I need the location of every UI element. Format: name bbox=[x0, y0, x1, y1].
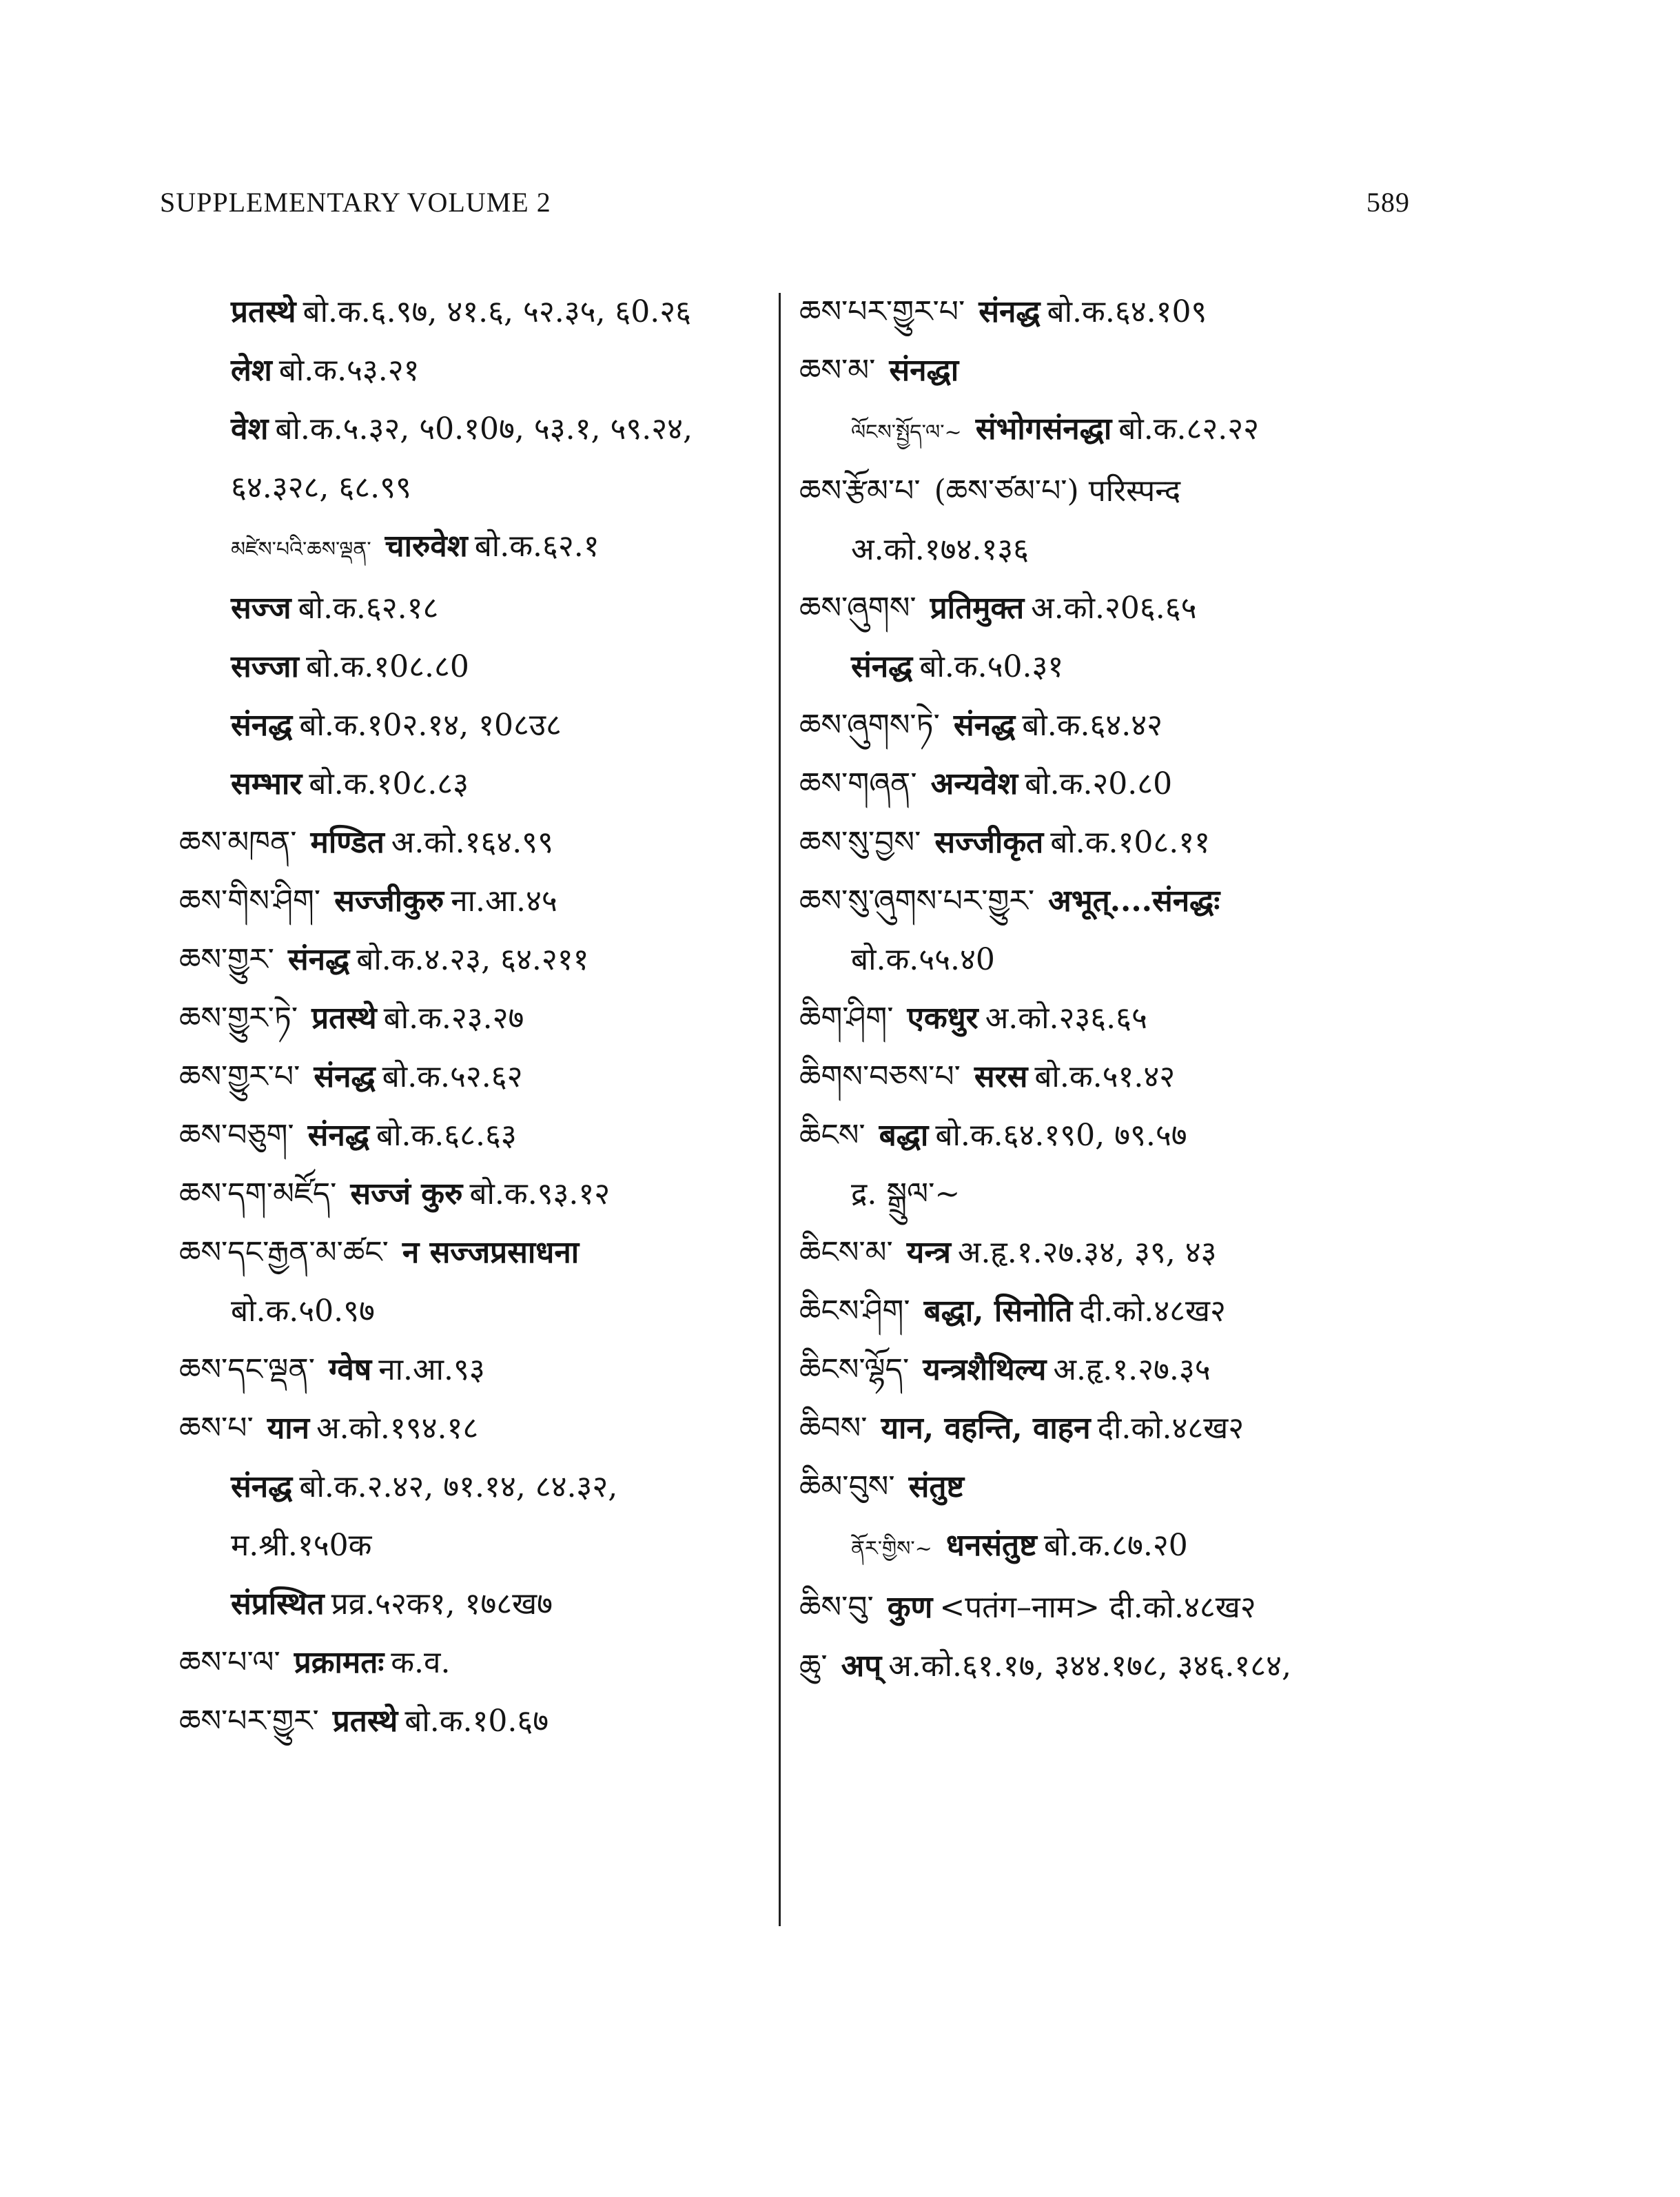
tibetan-headword: ཆས་པར་གྱུར་པ་ bbox=[799, 294, 965, 329]
source-reference: बो.क.१0.६७ bbox=[404, 1704, 549, 1739]
source-reference: क.व. bbox=[391, 1645, 451, 1680]
sanskrit-equivalent: संनद्धा bbox=[889, 353, 959, 388]
tibetan-headword: ཆས་རྩོམ་པ་ bbox=[799, 473, 921, 509]
source-reference: अ.को.६१.१७, ३४४.१७८, ३४६.१८४, bbox=[888, 1648, 1291, 1684]
dictionary-entry bbox=[799, 579, 1420, 637]
tibetan-headword: ཆིག་ཤིག་ bbox=[799, 1001, 894, 1036]
dictionary-entry bbox=[799, 1048, 1420, 1106]
tibetan-headword: ཆས་དང་རྒྱན་མ་ཚང་ bbox=[179, 1235, 389, 1270]
sanskrit-equivalent: प्रतस्थे bbox=[332, 1704, 398, 1739]
source-reference: बो.क.६.९७, ४१.६, ५२.३५, ६0.२६ bbox=[303, 294, 692, 329]
sanskrit-equivalent: ग्वेष bbox=[328, 1352, 372, 1387]
source-reference: अ.हृ.१.२७.३४, ३९, ४३ bbox=[957, 1235, 1217, 1270]
source-reference: बो.क.१0८.८0 bbox=[305, 649, 469, 684]
sanskrit-equivalent: संनद्ध bbox=[979, 294, 1041, 329]
sanskrit-equivalent: न सज्जप्रसाधना bbox=[402, 1235, 580, 1270]
dictionary-entry bbox=[179, 341, 772, 400]
sanskrit-equivalent: सज्ज bbox=[231, 591, 291, 626]
sanskrit-equivalent: यन्त्र bbox=[906, 1235, 951, 1270]
tibetan-headword: ཆས་གྱུར་ bbox=[179, 942, 274, 977]
dictionary-entry bbox=[179, 458, 772, 517]
source-reference: बो.क.५३.२१ bbox=[278, 353, 420, 388]
tibetan-headword: ཆས་ཞུགས་ཏེ་ bbox=[799, 708, 940, 743]
source-reference: बो.क.१0२.१४, १0८उ८ bbox=[299, 708, 562, 743]
source-reference: ६४.३२८, ६८.९९ bbox=[231, 470, 411, 505]
dictionary-entry bbox=[179, 813, 772, 872]
sanskrit-equivalent: सम्भार bbox=[231, 766, 303, 801]
sanskrit-equivalent: संनद्ध bbox=[314, 1059, 376, 1094]
running-title: SUPPLEMENTARY VOLUME 2 bbox=[160, 187, 551, 218]
tibetan-headword: ཆུ་ bbox=[799, 1648, 828, 1684]
sanskrit-equivalent: संनद्ध bbox=[953, 708, 1016, 743]
source-reference: बो.क.६४.१0९ bbox=[1047, 294, 1207, 329]
dictionary-entry bbox=[179, 1633, 772, 1692]
sanskrit-equivalent: प्रतिमुक्त bbox=[930, 591, 1025, 626]
dictionary-entry bbox=[799, 1399, 1420, 1458]
source-reference: बो.क.८२.२२ bbox=[1118, 411, 1260, 447]
tibetan-headword: ཆས་གིས་ཤིག་ bbox=[179, 883, 321, 919]
tibetan-headword: མཛེས་པའི་ཆས་ལྡན་ bbox=[231, 538, 371, 562]
sanskrit-equivalent: धनसंतुष्ट bbox=[945, 1528, 1037, 1563]
sanskrit-equivalent: संतुष्ट bbox=[908, 1469, 965, 1504]
sanskrit-equivalent: संनद्ध bbox=[287, 942, 350, 977]
sanskrit-equivalent: संनद्ध bbox=[851, 649, 913, 684]
tibetan-headword: ཆས་གྱུར་པ་ bbox=[179, 1059, 300, 1094]
source-reference: बो.क.६२.१८ bbox=[298, 591, 439, 626]
dictionary-entry bbox=[799, 462, 1420, 520]
tibetan-headword: ཆིངས་ཤིག་ bbox=[799, 1294, 910, 1329]
sanskrit-equivalent: संप्रस्थित bbox=[231, 1586, 325, 1622]
sanskrit-equivalent: एकधुर bbox=[907, 1001, 979, 1036]
sanskrit-equivalent: मण्डित bbox=[310, 825, 385, 860]
dictionary-entry bbox=[799, 1282, 1420, 1340]
tibetan-headword: ཆས་སུ་བྱས་ bbox=[799, 825, 921, 860]
tibetan-headword: ཆས་སུ་ཞུགས་པར་གྱུར་ bbox=[799, 883, 1035, 919]
source-reference: अ.को.२३६.६५ bbox=[985, 1001, 1147, 1036]
sanskrit-equivalent: प्रतस्थे bbox=[231, 294, 296, 329]
tibetan-headword: ནོར་གྱིས་~ bbox=[851, 1537, 932, 1561]
tibetan-headword: ཆས་དང་ལྡན་ bbox=[179, 1352, 315, 1387]
tibetan-headword: ཆས་མ་ bbox=[799, 353, 876, 388]
source-reference: बो.क.९३.१२ bbox=[469, 1176, 611, 1212]
tibetan-headword: ཆིངས་ལྷོད་ bbox=[799, 1352, 910, 1387]
tibetan-headword: ཆས་བཅུག་ bbox=[179, 1118, 294, 1153]
dictionary-entry bbox=[799, 1223, 1420, 1282]
source-reference: बो.क.५.३२, ५0.१0७, ५३.१, ५९.२४, bbox=[275, 411, 693, 447]
dictionary-entry bbox=[799, 696, 1420, 755]
dictionary-entry bbox=[799, 872, 1420, 930]
source-reference: बो.क.६४.१९0, ७९.५७ bbox=[935, 1118, 1187, 1153]
source-reference: बो.क.१0८.८३ bbox=[309, 766, 469, 801]
page-header bbox=[160, 186, 1410, 218]
dictionary-entry bbox=[799, 1637, 1420, 1695]
dictionary-entry bbox=[799, 283, 1420, 341]
dictionary-entry bbox=[799, 1106, 1420, 1165]
source-reference: बो.क.२0.८0 bbox=[1025, 766, 1173, 801]
sanskrit-equivalent: बद्धा bbox=[879, 1118, 929, 1153]
source-reference: अ.को.२0६.६५ bbox=[1031, 591, 1197, 626]
dictionary-entry bbox=[799, 341, 1420, 400]
sanskrit-equivalent: सज्जीकृत bbox=[934, 825, 1044, 860]
sanskrit-equivalent: संनद्ध bbox=[231, 1469, 293, 1504]
dictionary-entry bbox=[799, 1516, 1420, 1578]
sanskrit-equivalent: वेश bbox=[231, 411, 269, 447]
source-reference: म.श्री.१५0क bbox=[231, 1528, 372, 1563]
column-divider bbox=[779, 293, 781, 1926]
sanskrit-equivalent: यान, वहन्ति, वाहन bbox=[881, 1411, 1091, 1446]
dictionary-entry bbox=[799, 1340, 1420, 1399]
dictionary-entry bbox=[799, 400, 1420, 462]
source-reference: अ.को.१७४.१३६ bbox=[851, 532, 1029, 567]
dictionary-entry bbox=[799, 1458, 1420, 1516]
sanskrit-equivalent: संनद्ध bbox=[307, 1118, 369, 1153]
tibetan-headword: ཆས་གཞན་ bbox=[799, 766, 917, 801]
sanskrit-equivalent: अभूत्....संनद्धः bbox=[1048, 883, 1220, 919]
left-column bbox=[179, 283, 772, 1750]
source-reference: बो.क.५२.६२ bbox=[382, 1059, 523, 1094]
sanskrit-equivalent: सज्जं कुरु bbox=[350, 1176, 463, 1212]
tibetan-headword: ཆིམ་བུས་ bbox=[799, 1469, 895, 1504]
sanskrit-equivalent: यन्त्रशैथिल्य bbox=[923, 1352, 1047, 1387]
source-reference: द्र. སྒྲུལ་~ bbox=[851, 1176, 961, 1212]
tibetan-headword: ལོངས་སྤྱོད་ལ་~ bbox=[851, 420, 962, 444]
source-reference: प्रव्र.५२क१, १७८ख७ bbox=[331, 1586, 553, 1622]
source-reference: अ.को.१९४.१८ bbox=[316, 1411, 479, 1446]
tibetan-headword: ཆས་པར་གྱུར་ bbox=[179, 1704, 319, 1739]
source-reference: ना.आ.९३ bbox=[378, 1352, 485, 1387]
dictionary-entry bbox=[799, 637, 1420, 696]
source-reference: बो.क.५0.९७ bbox=[231, 1294, 375, 1329]
sanskrit-equivalent: यान bbox=[267, 1411, 310, 1446]
dictionary-entry bbox=[179, 1458, 772, 1516]
right-column bbox=[799, 283, 1420, 1695]
source-reference: बो.क.२३.२७ bbox=[383, 1001, 524, 1036]
tibetan-headword: ཆིངས་མ་ bbox=[799, 1235, 893, 1270]
dictionary-entry bbox=[799, 755, 1420, 813]
dictionary-entry bbox=[799, 813, 1420, 872]
dictionary-entry bbox=[799, 520, 1420, 579]
sanskrit-equivalent: अप् bbox=[841, 1648, 882, 1684]
tibetan-headword: ཆས་མཁན་ bbox=[179, 825, 297, 860]
tibetan-headword: ཆས་དག་མཛོད་ bbox=[179, 1176, 337, 1212]
source-reference: (ཆས་ཙམ་པ་) परिस्पन्द bbox=[934, 473, 1181, 509]
sanskrit-equivalent: सज्जीकुरु bbox=[334, 883, 444, 919]
sanskrit-equivalent: सरस bbox=[974, 1059, 1028, 1094]
source-reference: बो.क.६४.४२ bbox=[1022, 708, 1163, 743]
source-reference: बो.क.४.२३, ६४.२११ bbox=[356, 942, 589, 977]
dictionary-entry bbox=[179, 400, 772, 458]
sanskrit-equivalent: लेश bbox=[231, 353, 272, 388]
dictionary-entry bbox=[179, 1282, 772, 1340]
dictionary-entry bbox=[179, 930, 772, 989]
source-reference: दी.को.४८ख२ bbox=[1079, 1294, 1226, 1329]
source-reference: बो.क.१0८.११ bbox=[1050, 825, 1210, 860]
source-reference: ना.आ.४५ bbox=[451, 883, 557, 919]
page-number: 589 bbox=[1366, 187, 1410, 218]
tibetan-headword: ཆིབས་ bbox=[799, 1411, 868, 1446]
tibetan-headword: ཆས་གྱུར་ཏེ་ bbox=[179, 1001, 298, 1036]
dictionary-entry bbox=[179, 872, 772, 930]
source-reference: बो.क.८७.२0 bbox=[1043, 1528, 1188, 1563]
dictionary-entry bbox=[179, 1340, 772, 1399]
dictionary-entry bbox=[179, 283, 772, 341]
sanskrit-equivalent: सज्जा bbox=[231, 649, 299, 684]
tibetan-headword: ཆིངས་ bbox=[799, 1118, 865, 1153]
source-reference: अ.हृ.१.२७.३५ bbox=[1053, 1352, 1211, 1387]
dictionary-entry bbox=[179, 755, 772, 813]
dictionary-entry bbox=[179, 1048, 772, 1106]
sanskrit-equivalent: प्रतस्थे bbox=[311, 1001, 377, 1036]
dictionary-entry bbox=[179, 1516, 772, 1575]
dictionary-entry bbox=[799, 1165, 1420, 1223]
source-reference: दी.को.४८ख२ bbox=[1097, 1411, 1244, 1446]
source-reference: बो.क.५0.३१ bbox=[919, 649, 1064, 684]
dictionary-entry bbox=[179, 696, 772, 755]
source-reference: बो.क.६८.६३ bbox=[376, 1118, 517, 1153]
dictionary-entry bbox=[799, 1578, 1420, 1637]
dictionary-entry bbox=[179, 579, 772, 637]
tibetan-headword: ཆས་པ་ལ་ bbox=[179, 1645, 280, 1680]
tibetan-headword: ཆས་པ་ bbox=[179, 1411, 254, 1446]
dictionary-entry bbox=[179, 1223, 772, 1282]
dictionary-entry bbox=[179, 517, 772, 579]
dictionary-entry bbox=[179, 1399, 772, 1458]
dictionary-entry bbox=[179, 1575, 772, 1633]
sanskrit-equivalent: कुण bbox=[887, 1590, 933, 1625]
dictionary-entry bbox=[179, 1106, 772, 1165]
dictionary-entry bbox=[799, 930, 1420, 989]
sanskrit-equivalent: संनद्ध bbox=[231, 708, 293, 743]
dictionary-entry bbox=[179, 1692, 772, 1750]
sanskrit-equivalent: बद्धा, सिनोति bbox=[923, 1294, 1073, 1329]
tibetan-headword: ཆས་ཞུགས་ bbox=[799, 591, 916, 626]
sanskrit-equivalent: प्रक्रामतः bbox=[294, 1645, 385, 1680]
sanskrit-equivalent: चारुवेश bbox=[385, 529, 468, 564]
dictionary-entry bbox=[179, 989, 772, 1048]
sanskrit-equivalent: संभोगसंनद्धा bbox=[975, 411, 1112, 447]
source-reference: <पतंग–नाम> दी.को.४८ख२ bbox=[939, 1590, 1256, 1625]
source-reference: बो.क.६२.१ bbox=[474, 529, 600, 564]
dictionary-entry bbox=[179, 1165, 772, 1223]
source-reference: बो.क.५५.४0 bbox=[851, 942, 995, 977]
source-reference: अ.को.१६४.९९ bbox=[391, 825, 553, 860]
sanskrit-equivalent: अन्यवेश bbox=[930, 766, 1018, 801]
tibetan-headword: ཆིགས་བཅས་པ་ bbox=[799, 1059, 961, 1094]
dictionary-entry bbox=[799, 989, 1420, 1048]
tibetan-headword: ཆིས་བུ་ bbox=[799, 1590, 874, 1625]
dictionary-entry bbox=[179, 637, 772, 696]
source-reference: बो.क.५१.४२ bbox=[1034, 1059, 1176, 1094]
source-reference: बो.क.२.४२, ७१.१४, ८४.३२, bbox=[299, 1469, 618, 1504]
